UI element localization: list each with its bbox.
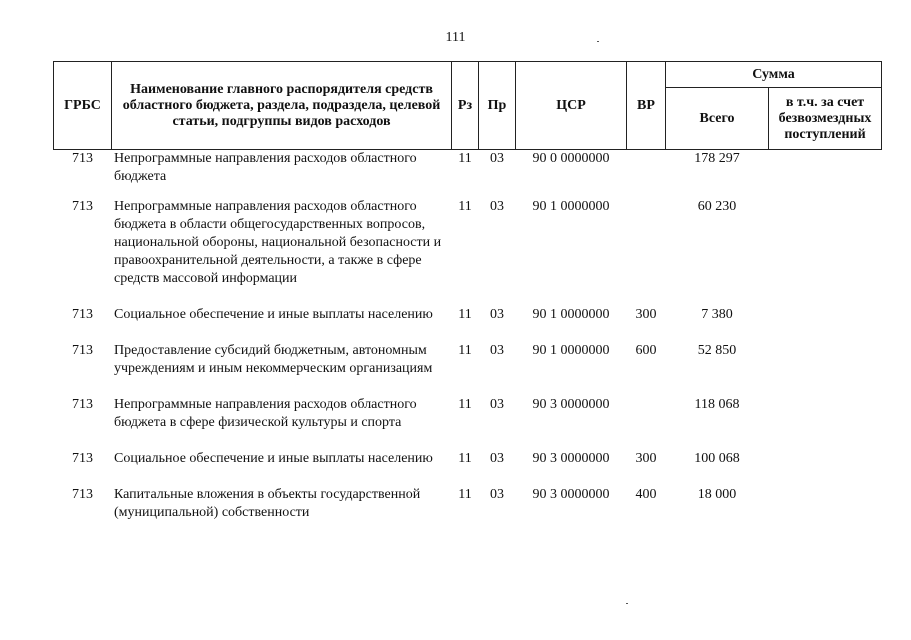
- cell-name: Капитальные вложения в объекты государственной (муниципальной) собственности: [114, 487, 421, 520]
- cell-rz: 11: [458, 151, 472, 166]
- table-row: [54, 486, 882, 540]
- cell-rz: 11: [458, 451, 472, 466]
- cell-grbs: 713: [72, 451, 93, 466]
- cell-rz: 11: [458, 199, 472, 214]
- header-rz: Рз: [452, 62, 479, 150]
- cell-csr: 90 1 0000000: [532, 199, 610, 214]
- cell-grbs: 713: [72, 199, 93, 214]
- cell-vr: 300: [635, 307, 657, 322]
- cell-grants: [769, 150, 882, 199]
- cell-pr: 03: [490, 199, 504, 214]
- cell-total: 178 297: [694, 151, 740, 166]
- cell-grants: [769, 306, 882, 342]
- cell-vr: [627, 198, 666, 306]
- cell-rz: 11: [458, 343, 472, 358]
- header-grants: в т.ч. за счет безвозмездных поступлений: [769, 88, 882, 150]
- header-pr: Пр: [479, 62, 516, 150]
- cell-total: 118 068: [694, 397, 740, 412]
- table-row: [54, 450, 882, 486]
- cell-pr: 03: [490, 451, 504, 466]
- table-row: [54, 342, 882, 396]
- cell-csr: 90 1 0000000: [532, 343, 610, 358]
- header-grbs: ГРБС: [54, 62, 112, 150]
- table-row: [54, 306, 882, 342]
- cell-rz: 11: [458, 397, 472, 412]
- cell-vr: [627, 150, 666, 199]
- cell-vr: 600: [635, 343, 657, 358]
- cell-csr: 90 3 0000000: [532, 451, 610, 466]
- cell-grants: [769, 198, 882, 306]
- header-name: Наименование главного распорядителя средств областного бюджета, раздела, подраздела, целевой статьи, подгруппы видов расходов: [112, 62, 452, 150]
- cell-grbs: 713: [72, 487, 93, 502]
- cell-grbs: 713: [72, 343, 93, 358]
- cell-total: 52 850: [697, 343, 737, 358]
- cell-name: Социальное обеспечение и иные выплаты населению: [114, 451, 433, 466]
- cell-vr: 300: [635, 451, 657, 466]
- header-vr: ВР: [627, 62, 666, 150]
- page-number: 111: [445, 30, 466, 45]
- cell-name: Социальное обеспечение и иные выплаты населению: [114, 307, 433, 322]
- scan-speck: [597, 41, 599, 42]
- cell-grants: [769, 450, 882, 486]
- cell-grants: [769, 342, 882, 396]
- cell-name: Непрограммные направления расходов областного бюджета: [114, 151, 417, 184]
- cell-pr: 03: [490, 151, 504, 166]
- cell-csr: 90 0 0000000: [532, 151, 610, 166]
- cell-csr: 90 3 0000000: [532, 487, 610, 502]
- header-sum: Сумма: [666, 62, 882, 88]
- cell-name: Непрограммные направления расходов областного бюджета в сфере физической культуры и спорта: [114, 397, 417, 430]
- cell-vr: 400: [635, 487, 657, 502]
- cell-csr: 90 3 0000000: [532, 397, 610, 412]
- cell-grbs: 713: [72, 151, 93, 166]
- cell-total: 18 000: [697, 487, 737, 502]
- table-row: [54, 150, 882, 199]
- cell-pr: 03: [490, 397, 504, 412]
- cell-pr: 03: [490, 307, 504, 322]
- cell-grants: [769, 396, 882, 450]
- cell-grants: [769, 486, 882, 540]
- cell-total: 7 380: [701, 307, 733, 322]
- cell-pr: 03: [490, 343, 504, 358]
- table-row: [54, 198, 882, 306]
- cell-name: Предоставление субсидий бюджетным, автономным учреждениям и иным некоммерческим организациям: [114, 343, 433, 376]
- table-row: [54, 396, 882, 450]
- header-csr: ЦСР: [516, 62, 627, 150]
- cell-grbs: 713: [72, 397, 93, 412]
- cell-vr: [627, 396, 666, 450]
- cell-total: 100 068: [694, 451, 740, 466]
- cell-name: Непрограммные направления расходов областного бюджета в области общегосударственных вопросов, национальной обороны, национальной безопасности и правоохранительной деятельности, а также в сфере средств массовой информации: [114, 199, 442, 286]
- cell-rz: 11: [458, 487, 472, 502]
- header-total: Всего: [666, 88, 769, 150]
- budget-table: [53, 61, 882, 540]
- cell-rz: 11: [458, 307, 472, 322]
- cell-csr: 90 1 0000000: [532, 307, 610, 322]
- cell-total: 60 230: [697, 199, 737, 214]
- cell-grbs: 713: [72, 307, 93, 322]
- scan-speck: [626, 603, 628, 604]
- cell-pr: 03: [490, 487, 504, 502]
